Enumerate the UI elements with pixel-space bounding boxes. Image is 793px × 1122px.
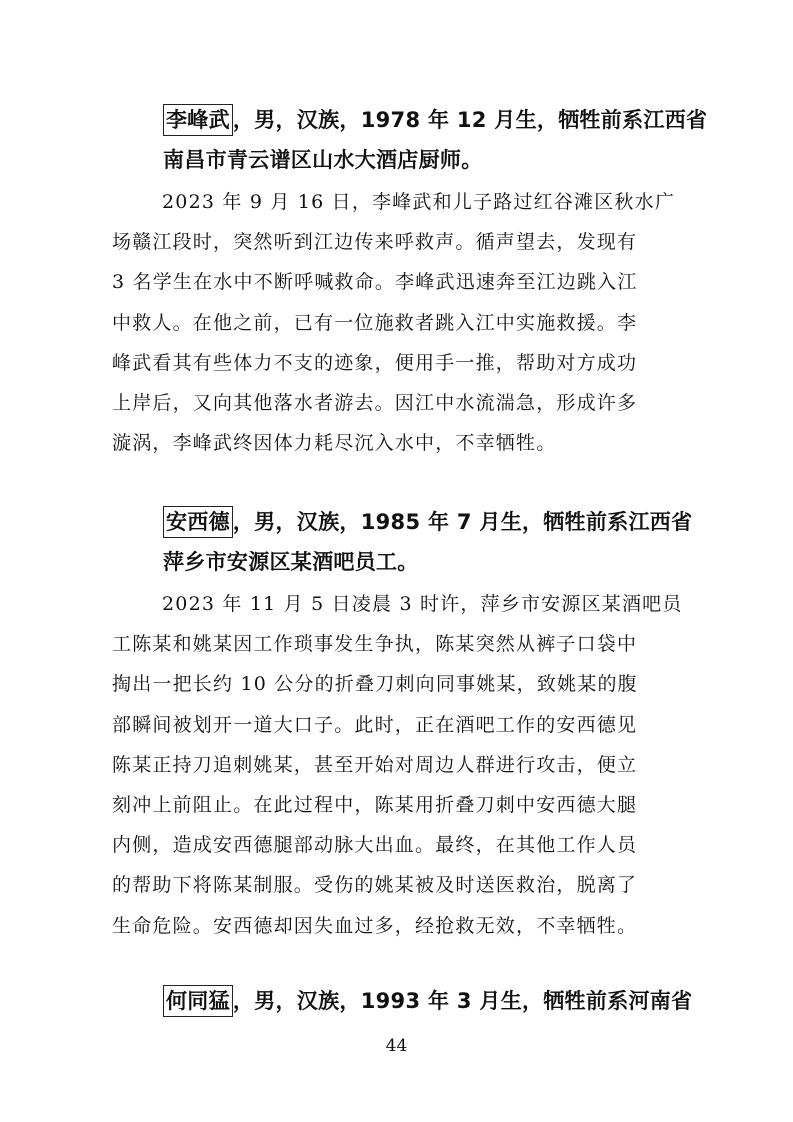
body-line: 刻冲上前阻止。在此过程中，陈某用折叠刀刺中安西德大腿 [112,793,638,816]
body-line: 工陈某和姚某因工作琐事发生争执，陈某突然从裤子口袋中 [112,633,638,656]
body-line: 漩涡，李峰武终因体力耗尽沉入水中，不幸牺牲。 [112,432,557,455]
body-line: 部瞬间被划开一道大口子。此时，正在酒吧工作的安西德见 [112,713,638,736]
entry-body [112,182,687,463]
heading-text: ，男，汉族，1985 年 7 月生，牺牲前系江西省 [232,510,693,534]
body-line: 峰武看其有些体力不支的迹象，便用手一推，帮助对方成功 [112,351,638,374]
body-line: 陈某正持刀追刺姚某，甚至开始对周边人群进行攻击，便立 [112,753,638,776]
heading-text: ，男，汉族，1993 年 3 月生，牺牲前系河南省 [232,989,693,1013]
body-line: 场赣江段时，突然听到江边传来呼救声。循声望去，发现有 [112,231,638,254]
body-line: 的帮助下将陈某制服。受伤的姚某被及时送医救治，脱离了 [112,874,638,897]
body-line: 2023 年 9 月 16 日，李峰武和儿子路过红谷滩区秋水广 [162,191,676,213]
entry-heading [163,981,693,1021]
body-line: 生命危险。安西德却因失血过多，经抢救无效，不幸牺牲。 [112,914,638,937]
heading-text: ，男，汉族，1978 年 12 月生，牺牲前系江西省 [232,108,708,132]
highlighted-name: 李峰武 [163,104,233,136]
heading-text-line2: 南昌市青云谱区山水大酒店厨师。 [163,148,483,172]
entry-body [112,584,687,946]
body-line: 内侧，造成安西德腿部动脉大出血。最终，在其他工作人员 [112,834,638,857]
body-line: 3 名学生在水中不断呼喊救命。李峰武迅速奔至江边跳入江 [112,271,638,294]
body-line: 2023 年 11 月 5 日凌晨 3 时许，萍乡市安源区某酒吧员 [162,593,683,615]
highlighted-name: 何同猛 [163,985,233,1017]
entry-heading [163,100,708,180]
page-number: 44 [385,1036,408,1056]
body-line: 中救人。在他之前，已有一位施救者跳入江中实施救援。李 [112,311,638,334]
heading-text-line2: 萍乡市安源区某酒吧员工。 [163,550,419,574]
highlighted-name: 安西德 [163,506,233,538]
body-line: 上岸后，又向其他落水者游去。因江中水流湍急，形成许多 [112,391,638,414]
entry-heading [163,502,693,582]
body-line: 掏出一把长约 10 公分的折叠刀刺向同事姚某，致姚某的腹 [112,673,638,696]
